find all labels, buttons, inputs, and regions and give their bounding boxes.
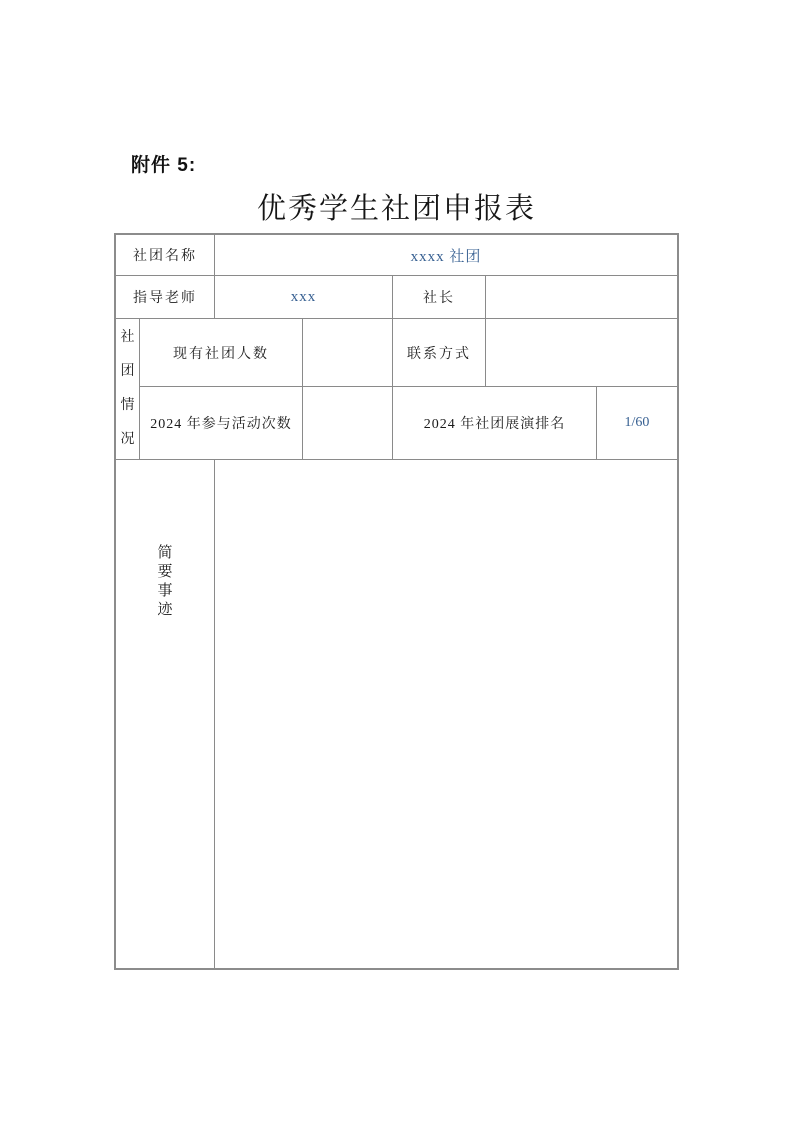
- brief-deeds-field[interactable]: [215, 460, 677, 968]
- brief-deeds-vertical-text: 简要事迹: [157, 545, 173, 618]
- advisor-field[interactable]: xxx: [215, 276, 393, 319]
- performance-rank-label: 2024 年社团展演排名: [393, 387, 597, 460]
- contact-field[interactable]: [486, 319, 677, 387]
- club-name-label: 社团名称: [116, 235, 215, 276]
- president-field[interactable]: [486, 276, 677, 319]
- contact-label: 联系方式: [393, 319, 486, 387]
- club-status-vertical-text: 社团情况: [120, 330, 135, 447]
- advisor-label: 指导老师: [116, 276, 215, 319]
- page-title: 优秀学生社团申报表: [256, 193, 536, 225]
- activity-count-label: 2024 年参与活动次数: [140, 387, 303, 460]
- club-status-section-label: [116, 319, 140, 460]
- club-name-field[interactable]: xxxx 社团: [215, 235, 677, 276]
- member-count-field[interactable]: [303, 319, 393, 387]
- president-label: 社长: [393, 276, 486, 319]
- application-form-table: [114, 233, 679, 970]
- activity-count-field[interactable]: [303, 387, 393, 460]
- brief-deeds-section-label: [116, 460, 215, 968]
- member-count-label: 现有社团人数: [140, 319, 303, 387]
- performance-rank-field[interactable]: 1/60: [597, 387, 677, 460]
- attachment-label: 附件 5:: [131, 155, 197, 176]
